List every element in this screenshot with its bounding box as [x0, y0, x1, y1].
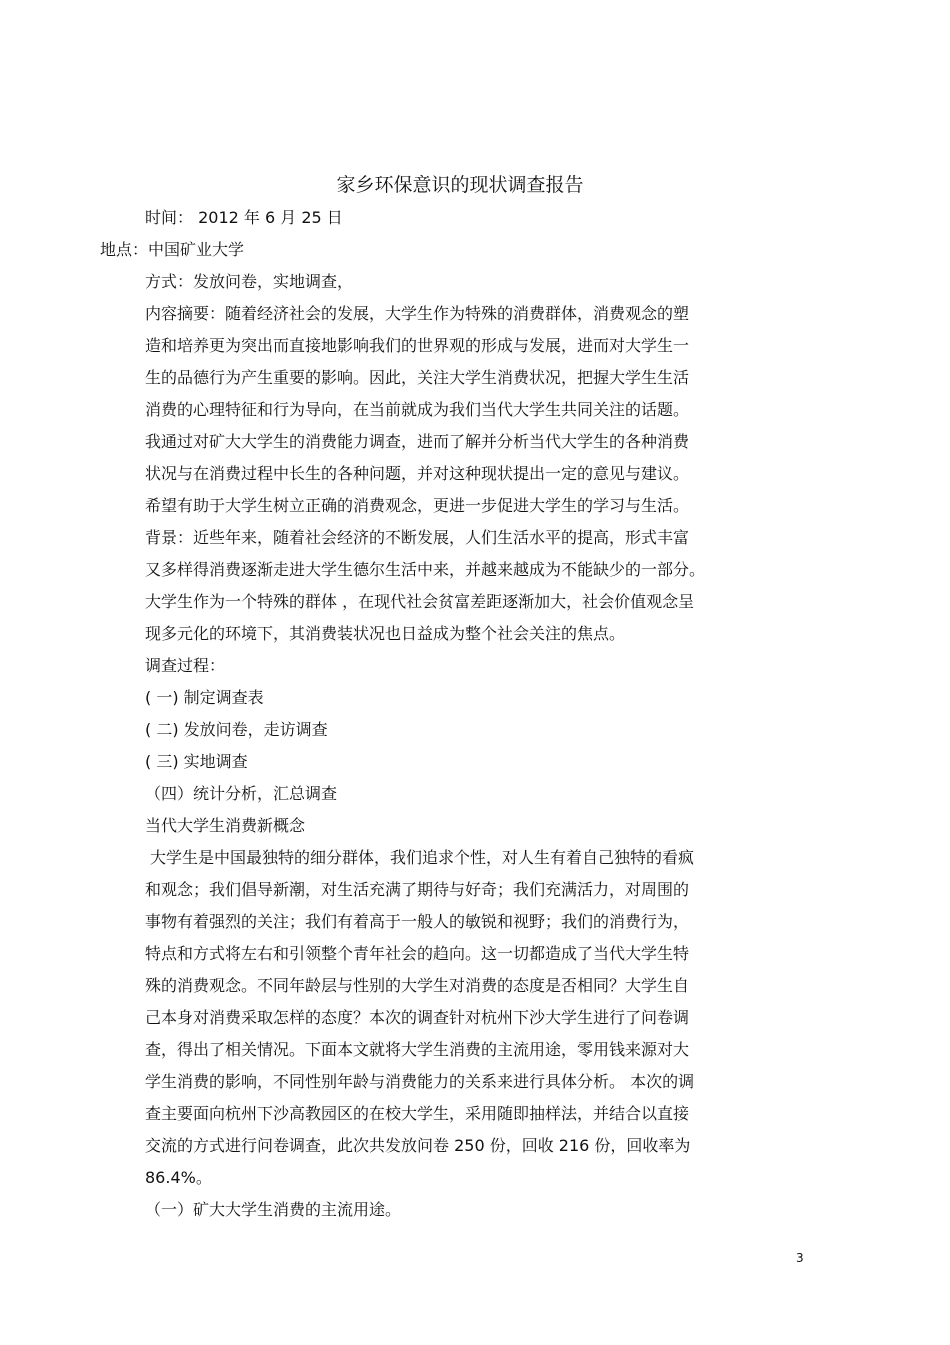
process-step: ( 二) 发放问卷，走访调查 [145, 720, 328, 739]
concept-line: 查，得出了相关情况。下面本文就将大学生消费的主流用途，零用钱来源对大 [145, 1040, 690, 1059]
summary-line: 消费的心理特征和行为导向，在当前就成为我们当代大学生共同关注的话题。 [145, 400, 690, 419]
background-line: 又多样得消费逐渐走进大学生德尔生活中来，并越来越成为不能缺少的一部分。 [145, 560, 706, 579]
summary-line: 我通过对矿大大学生的消费能力调查，进而了解并分析当代大学生的各种消费 [145, 432, 690, 451]
concept-line: 殊的消费观念。不同年龄层与性别的大学生对消费的态度是否相同？大学生自 [145, 976, 690, 995]
background-line: 现多元化的环境下，其消费装状况也日益成为整个社会关注的焦点。 [145, 624, 626, 643]
concept-heading: 当代大学生消费新概念 [145, 816, 306, 835]
section-heading: （一）矿大大学生消费的主流用途。 [145, 1200, 402, 1219]
meta-place: 地点：中国矿业大学 [100, 240, 245, 259]
meta-method: 方式：发放问卷，实地调查， [145, 272, 354, 291]
report-title: 家乡环保意识的现状调查报告 [336, 174, 584, 196]
page-number: 3 [796, 1251, 804, 1265]
concept-line: 己本身对消费采取怎样的态度？本次的调查针对杭州下沙大学生进行了问卷调 [145, 1008, 690, 1027]
concept-line: 查主要面向杭州下沙高教园区的在校大学生，采用随即抽样法，并结合以直接 [145, 1104, 690, 1123]
summary-line: 生的品德行为产生重要的影响。因此，关注大学生消费状况，把握大学生生活 [145, 368, 690, 387]
concept-line: 和观念；我们倡导新潮，对生活充满了期待与好奇；我们充满活力，对周围的 [145, 880, 690, 899]
concept-line: 事物有着强烈的关注；我们有着高于一般人的敏锐和视野；我们的消费行为， [145, 912, 690, 931]
process-step: （四）统计分析，汇总调查 [145, 784, 338, 803]
process-step: ( 一) 制定调查表 [145, 688, 264, 707]
concept-line: 交流的方式进行问卷调查，此次共发放问卷 250 份，回收 216 份，回收率为 [145, 1136, 691, 1155]
meta-time: 时间： 2012 年 6 月 25 日 [145, 208, 343, 227]
summary-line: 状况与在消费过程中长生的各种问题，并对这种现状提出一定的意见与建议。 [145, 464, 690, 483]
summary-line: 造和培养更为突出而直接地影响我们的世界观的形成与发展，进而对大学生一 [145, 336, 690, 355]
concept-line: 86.4%。 [145, 1168, 212, 1187]
background-line: 背景：近些年来，随着社会经济的不断发展，人们生活水平的提高，形式丰富 [145, 528, 690, 547]
background-line: 大学生作为一个特殊的群体 ，在现代社会贫富差距逐渐加大，社会价值观念呈 [145, 592, 695, 611]
concept-line: 特点和方式将左右和引领整个青年社会的趋向。这一切都造成了当代大学生特 [145, 944, 690, 963]
process-heading: 调查过程： [145, 656, 226, 675]
summary-line: 希望有助于大学生树立正确的消费观念，更进一步促进大学生的学习与生活。 [145, 496, 690, 515]
summary-line: 内容摘要：随着经济社会的发展，大学生作为特殊的消费群体，消费观念的塑 [145, 304, 690, 323]
concept-line: 大学生是中国最独特的细分群体，我们追求个性，对人生有着自己独特的看疯 [150, 848, 695, 867]
process-step: ( 三) 实地调查 [145, 752, 248, 771]
concept-line: 学生消费的影响，不同性别年龄与消费能力的关系来进行具体分析。 本次的调 [145, 1072, 695, 1091]
